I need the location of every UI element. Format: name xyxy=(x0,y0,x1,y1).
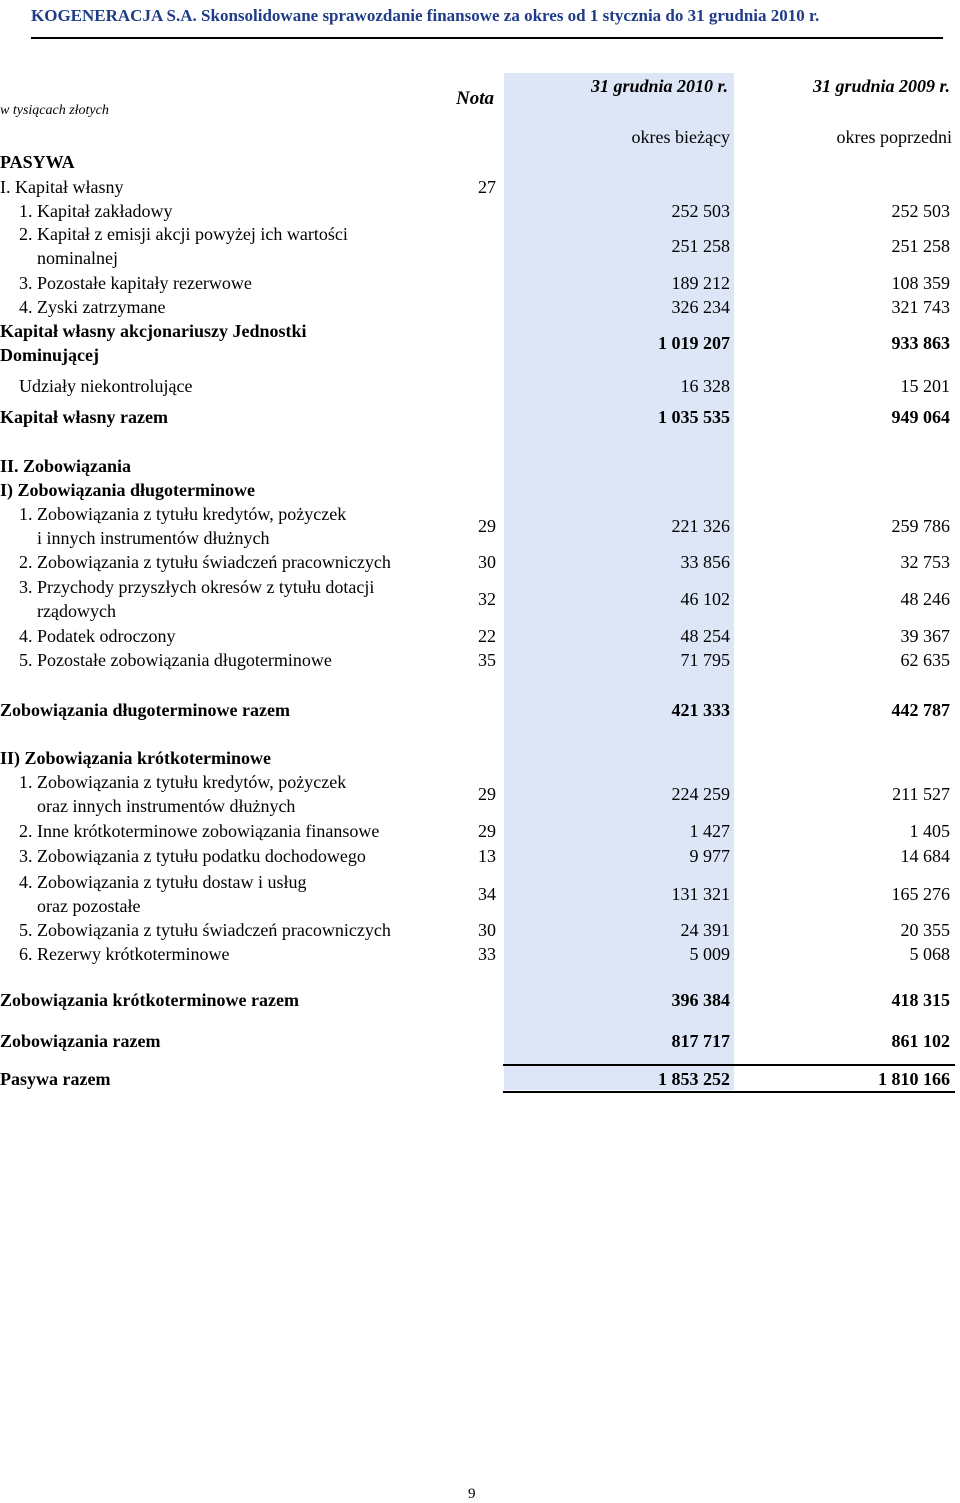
row-label: 1. Kapitał zakładowy xyxy=(19,201,173,221)
row-nota: 27 xyxy=(478,177,496,197)
grand-total-underline xyxy=(503,1091,955,1093)
row-label-cont: Dominującej xyxy=(0,345,99,365)
row-label: II) Zobowiązania krótkoterminowe xyxy=(0,748,271,768)
row-label: 4. Podatek odroczony xyxy=(19,626,176,646)
row-label-cont: rządowych xyxy=(37,601,116,621)
row-nota: 30 xyxy=(478,552,496,572)
value-2009: 252 503 xyxy=(891,201,950,221)
row-label: 2. Kapitał z emisji akcji powyżej ich wartości xyxy=(19,224,348,244)
units-label: w tysiącach złotych xyxy=(0,103,109,118)
value-2010: 251 258 xyxy=(671,236,730,256)
row-label: II. Zobowiązania xyxy=(0,456,132,476)
document-header xyxy=(31,6,943,26)
value-2009: 933 863 xyxy=(891,333,950,353)
value-2010: 9 977 xyxy=(689,846,730,866)
table-row xyxy=(0,575,960,623)
value-2009: 1 405 xyxy=(909,821,950,841)
value-2010: 221 326 xyxy=(671,516,730,536)
table-row xyxy=(0,770,960,818)
value-2009: 321 743 xyxy=(891,297,950,317)
col2-period-header: okres poprzedni xyxy=(836,127,952,147)
row-label: 5. Zobowiązania z tytułu świadczeń pracowniczych xyxy=(19,920,391,940)
col1-date-header: 31 grudnia 2010 r. xyxy=(590,76,728,96)
value-2009: 211 527 xyxy=(892,784,950,804)
value-2009: 32 753 xyxy=(900,552,950,572)
row-label: 2. Zobowiązania z tytułu świadczeń pracowniczych xyxy=(19,552,391,572)
row-nota: 22 xyxy=(478,626,496,646)
value-2009: 39 367 xyxy=(900,626,950,646)
value-2010: 5 009 xyxy=(689,944,730,964)
value-2010: 46 102 xyxy=(680,589,730,609)
nota-header: Nota xyxy=(456,88,494,109)
row-label-cont: nominalnej xyxy=(37,248,118,268)
row-label: Kapitał własny razem xyxy=(0,407,168,427)
value-2010: 1 853 252 xyxy=(658,1069,730,1089)
value-2009: 62 635 xyxy=(900,650,950,670)
value-2009: 14 684 xyxy=(900,846,950,866)
row-label: Zobowiązania długoterminowe razem xyxy=(0,700,290,720)
row-nota: 33 xyxy=(478,944,496,964)
value-2010: 421 333 xyxy=(671,700,730,720)
value-2009: 861 102 xyxy=(891,1031,950,1051)
value-2009: 48 246 xyxy=(900,589,950,609)
row-label: 1. Zobowiązania z tytułu kredytów, pożyczek xyxy=(19,504,347,524)
header-rule xyxy=(31,37,943,39)
row-nota: 29 xyxy=(478,516,496,536)
value-2010: 1 427 xyxy=(689,821,730,841)
row-label: I) Zobowiązania długoterminowe xyxy=(0,480,256,500)
row-label: 4. Zyski zatrzymane xyxy=(19,297,166,317)
value-2009: 165 276 xyxy=(891,884,950,904)
value-2009: 20 355 xyxy=(900,920,950,940)
value-2010: 71 795 xyxy=(680,650,730,670)
row-nota: 35 xyxy=(478,650,496,670)
value-2009: 442 787 xyxy=(891,700,950,720)
row-label: Zobowiązania krótkoterminowe razem xyxy=(0,990,299,1010)
value-2010: 189 212 xyxy=(671,273,730,293)
row-label: 6. Rezerwy krótkoterminowe xyxy=(19,944,230,964)
value-2009: 108 359 xyxy=(891,273,950,293)
col2-date-header: 31 grudnia 2009 r. xyxy=(812,76,950,96)
value-2009: 251 258 xyxy=(891,236,950,256)
value-2010: 1 035 535 xyxy=(658,407,730,427)
company-name: KOGENERACJA S.A. xyxy=(31,6,197,25)
table-row xyxy=(0,870,960,918)
row-label: I. Kapitał własny xyxy=(0,177,124,197)
value-2009: 1 810 166 xyxy=(878,1069,950,1089)
row-nota: 29 xyxy=(478,784,496,804)
row-nota: 32 xyxy=(478,589,496,609)
value-2009: 15 201 xyxy=(900,376,950,396)
value-2010: 817 717 xyxy=(671,1031,730,1051)
page-number: 9 xyxy=(468,1486,476,1502)
section-label: PASYWA xyxy=(0,152,75,172)
value-2010: 1 019 207 xyxy=(658,333,730,353)
value-2009: 949 064 xyxy=(891,407,950,427)
row-label-cont: i innych instrumentów dłużnych xyxy=(37,528,270,548)
subtotal-row xyxy=(0,319,960,367)
row-label: Zobowiązania razem xyxy=(0,1031,161,1051)
value-2010: 131 321 xyxy=(671,884,730,904)
row-label: 2. Inne krótkoterminowe zobowiązania finansowe xyxy=(19,821,380,841)
value-2010: 16 328 xyxy=(680,376,730,396)
value-2010: 252 503 xyxy=(671,201,730,221)
row-label: Udziały niekontrolujące xyxy=(19,376,193,396)
row-label: 4. Zobowiązania z tytułu dostaw i usług xyxy=(19,872,307,892)
row-nota: 30 xyxy=(478,920,496,940)
row-label-cont: oraz innych instrumentów dłużnych xyxy=(37,796,296,816)
col1-period-header: okres bieżący xyxy=(631,127,730,147)
row-label: 3. Przychody przyszłych okresów z tytułu dotacji xyxy=(19,577,375,597)
table-row xyxy=(0,222,960,270)
value-2009: 259 786 xyxy=(891,516,950,536)
table-row xyxy=(0,502,960,550)
value-2010: 48 254 xyxy=(680,626,730,646)
row-label-cont: oraz pozostałe xyxy=(37,896,141,916)
value-2010: 224 259 xyxy=(671,784,730,804)
row-nota: 13 xyxy=(478,846,496,866)
row-label: 1. Zobowiązania z tytułu kredytów, pożyczek xyxy=(19,772,347,792)
row-nota: 34 xyxy=(478,884,496,904)
value-2009: 5 068 xyxy=(909,944,950,964)
value-2010: 396 384 xyxy=(671,990,730,1010)
grand-total-rule xyxy=(503,1064,955,1066)
value-2010: 33 856 xyxy=(680,552,730,572)
row-nota: 29 xyxy=(478,821,496,841)
row-label: Pasywa razem xyxy=(0,1069,111,1089)
row-label: 5. Pozostałe zobowiązania długoterminowe xyxy=(19,650,332,670)
row-label: 3. Pozostałe kapitały rezerwowe xyxy=(19,273,252,293)
report-title: Skonsolidowane sprawozdanie finansowe za okres od 1 stycznia do 31 grudnia 2010 r. xyxy=(201,6,820,25)
value-2009: 418 315 xyxy=(891,990,950,1010)
value-2010: 326 234 xyxy=(671,297,730,317)
value-2010: 24 391 xyxy=(680,920,730,940)
row-label: 3. Zobowiązania z tytułu podatku dochodowego xyxy=(19,846,366,866)
row-label: Kapitał własny akcjonariuszy Jednostki xyxy=(0,321,307,341)
